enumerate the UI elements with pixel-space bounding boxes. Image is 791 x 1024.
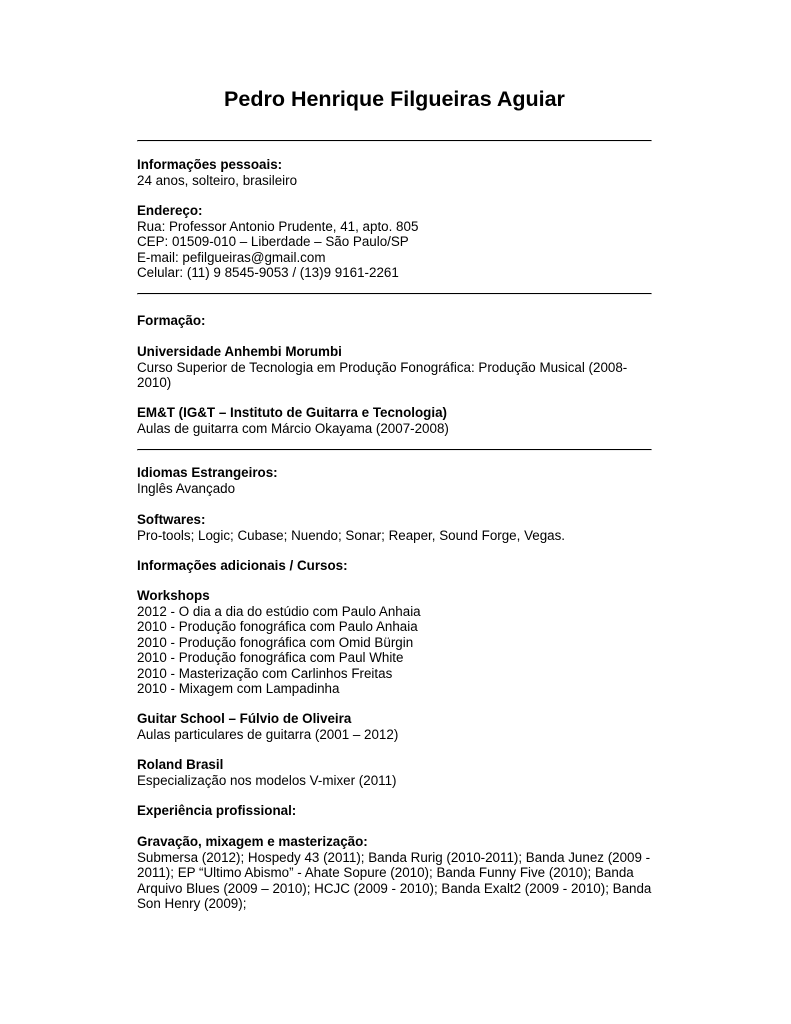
divider xyxy=(137,140,652,142)
education-entry-text: 2010) xyxy=(137,375,172,390)
personal-info-section xyxy=(137,157,652,188)
address-heading: Endereço: xyxy=(137,203,203,218)
divider xyxy=(137,293,652,295)
education-entry-text: Aulas de guitarra com Márcio Okayama (2007-2008) xyxy=(137,420,449,436)
experience-heading: Experiência profissional: xyxy=(137,803,297,818)
software-section xyxy=(137,512,652,543)
workshop-item: 2010 - Mixagem com Lampadinha xyxy=(137,681,340,696)
recording-text: Son Henry (2009); xyxy=(137,896,247,911)
software-text: Pro-tools; Logic; Cubase; Nuendo; Sonar; Reaper, Sound Forge, Vegas. xyxy=(137,527,566,543)
address-section xyxy=(137,203,652,281)
address-phone: Celular: (11) 9 8545-9053 / (13)9 9161-2261 xyxy=(137,265,399,280)
workshop-item: 2010 - Produção fonográfica com Paul White xyxy=(137,650,404,665)
workshop-item: 2010 - Masterização com Carlinhos Freitas xyxy=(137,665,393,681)
roland-section xyxy=(137,757,652,788)
workshop-item: 2010 - Produção fonográfica com Omid Bürgin xyxy=(137,634,414,650)
resume-name: Pedro Henrique Filgueiras Aguiar xyxy=(224,87,565,111)
guitar-school-text: Aulas particulares de guitarra (2001 – 2012) xyxy=(137,726,399,742)
languages-heading: Idiomas Estrangeiros: xyxy=(137,465,278,480)
experience-heading-block xyxy=(137,803,652,819)
workshop-item: 2010 - Produção fonográfica com Paulo Anhaia xyxy=(137,619,418,634)
guitar-school-title: Guitar School – Fúlvio de Oliveira xyxy=(137,711,352,726)
recording-text: Submersa (2012); Hospedy 43 (2011); Banda Rurig (2010-2011); Banda Junez (2009 - xyxy=(137,849,651,865)
workshops-section xyxy=(137,588,652,697)
additional-heading: Informações adicionais / Cursos: xyxy=(137,558,348,573)
education-entry-text: Curso Superior de Tecnologia em Produção Fonográfica: Produção Musical (2008- xyxy=(137,359,628,375)
software-heading: Softwares: xyxy=(137,512,206,527)
personal-info-heading: Informações pessoais: xyxy=(137,157,283,172)
education-entry-title: EM&T (IG&T – Instituto de Guitarra e Tecnologia) xyxy=(137,405,447,420)
education-entry xyxy=(137,344,652,391)
workshop-item: 2012 - O dia a dia do estúdio com Paulo Anhaia xyxy=(137,603,421,619)
recording-text: 2011); EP “Ultimo Abismo” - Ahate Sopure (2010); Banda Funny Five (2010); Banda xyxy=(137,865,634,880)
guitar-school-section xyxy=(137,711,652,742)
recording-title: Gravação, mixagem e masterização: xyxy=(137,834,368,849)
address-email: E-mail: pefilgueiras@gmail.com xyxy=(137,249,326,265)
personal-info-text: 24 anos, solteiro, brasileiro xyxy=(137,172,298,188)
recording-section xyxy=(137,834,652,912)
languages-section xyxy=(137,465,652,496)
address-street: Rua: Professor Antonio Prudente, 41, apto. 805 xyxy=(137,218,419,234)
education-entry xyxy=(137,405,652,436)
roland-text: Especialização nos modelos V-mixer (2011) xyxy=(137,772,397,788)
languages-text: Inglês Avançado xyxy=(137,480,236,496)
divider xyxy=(137,449,652,451)
workshops-title: Workshops xyxy=(137,588,210,603)
address-postcode: CEP: 01509-010 – Liberdade – São Paulo/SP xyxy=(137,234,409,249)
roland-title: Roland Brasil xyxy=(137,757,224,772)
education-heading: Formação: xyxy=(137,313,206,328)
education-heading-block xyxy=(137,313,652,329)
education-entry-title: Universidade Anhembi Morumbi xyxy=(137,344,342,359)
additional-heading-block xyxy=(137,558,652,574)
recording-text: Arquivo Blues (2009 – 2010); HCJC (2009 - 2010); Banda Exalt2 (2009 - 2010); Banda xyxy=(137,880,652,896)
